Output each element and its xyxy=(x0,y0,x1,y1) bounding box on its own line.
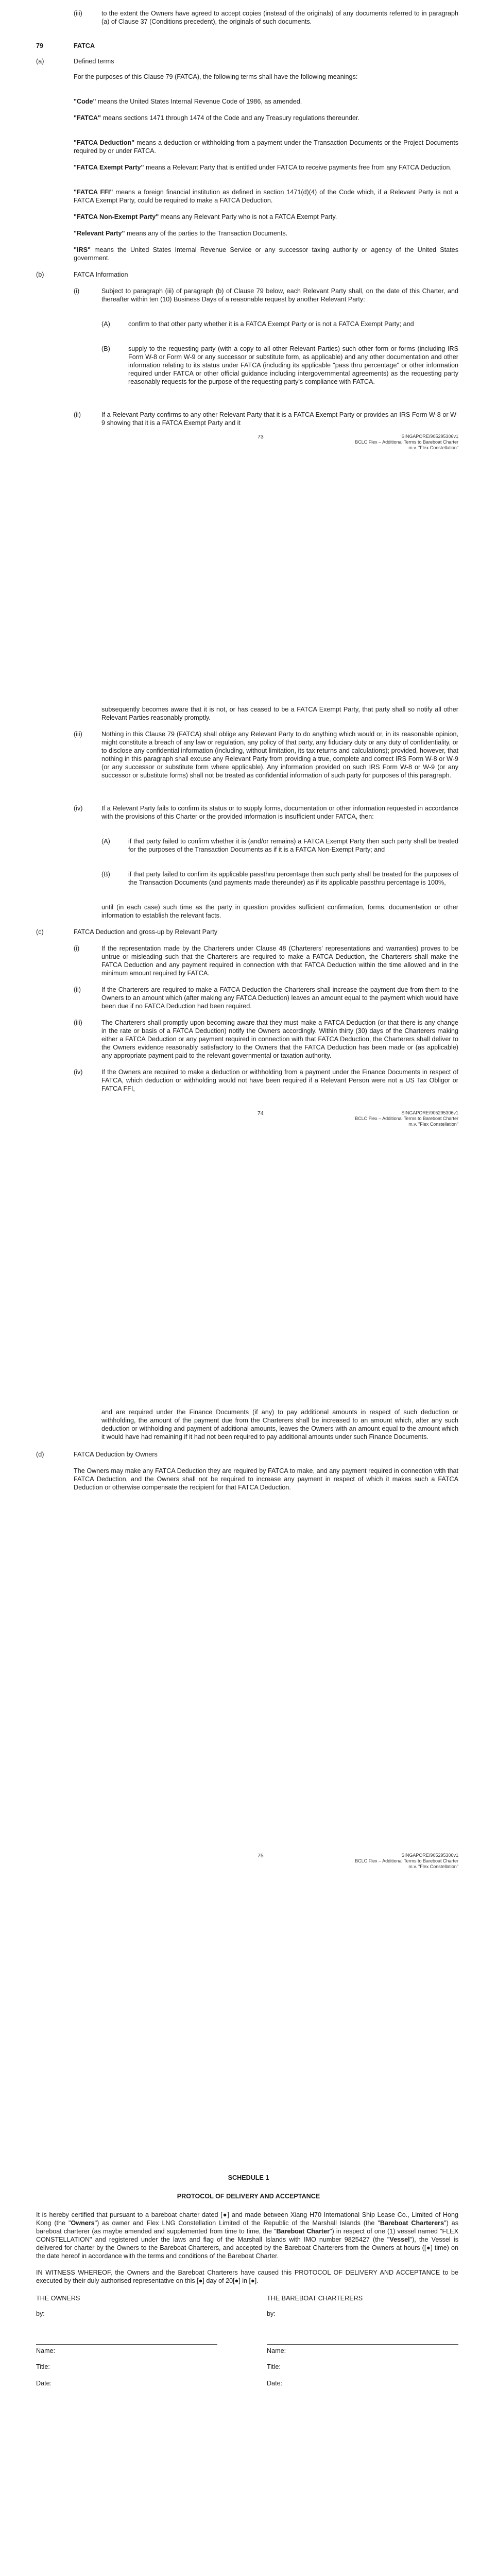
schedule-title: SCHEDULE 1 xyxy=(228,2174,269,2181)
para-ciii-text: The Charterers shall promptly upon becoming aware that they must make a FATCA Deduction (or that there is any change in the rate or basis of a FATCA Deduction) notify the Owners accordingly. Within thirty (30) days of the Charterers making either a FATCA Deduction or any payment required in connection with that FATCA Deduction, the Charterers shall deliver to the Owners evidence reasonably satisfactory to the Owners that the FATCA Deduction has been made or (as applicable) any appropriate payment paid to the relevant governmental or taxation authority. xyxy=(101,1019,458,1059)
protocol-title: PROTOCOL OF DELIVERY AND ACCEPTANCE xyxy=(177,2193,320,2200)
page-number: 75 xyxy=(258,1853,264,1859)
charterers-party-label: THE BAREBOAT CHARTERERS xyxy=(267,2295,363,2302)
para-bii-label: (ii) xyxy=(74,411,81,418)
para-biv-text: If a Relevant Party fails to confirm its status or to supply forms, documentation or other information requested in accordance with the provisions of this Charter or the provided information is insufficient under FATCA, then: xyxy=(101,805,458,820)
definition: "Relevant Party" means any of the parties to the Transaction Documents. xyxy=(74,230,288,237)
para-bi-label: (i) xyxy=(74,287,80,295)
para-biv-label: (iv) xyxy=(74,805,83,812)
para-d-label: (d) xyxy=(36,1451,44,1458)
para-bB-label: (B) xyxy=(101,345,110,352)
clause-title: FATCA xyxy=(74,42,95,49)
para-d-text: The Owners may make any FATCA Deduction they are required by FATCA to make, and any payment required in connection with that FATCA Deduction, and the Owners shall not be required to increase any payment in respect of which it makes such a FATCA Deduction or otherwise compensate the recipient for that FATCA Deduction. xyxy=(74,1467,458,1491)
para-a-title: Defined terms xyxy=(74,58,114,65)
owners-signature-line xyxy=(36,2344,217,2345)
charterers-date-label: Date: xyxy=(267,2380,283,2387)
page-footer: SINGAPORE/905295306v1 BCLC Flex – Additional Terms to Bareboat Charter m.v. "Flex Constellation" xyxy=(355,1853,458,1869)
witness-paragraph: IN WITNESS WHEREOF, the Owners and the Bareboat Charterers have caused this PROTOCOL OF DELIVERY AND ACCEPTANCE to be executed by their duly authorised representative on this [●] day of 20[●] in [●]. xyxy=(36,2269,458,2284)
para-c-label: (c) xyxy=(36,928,44,936)
charterers-title-label: Title: xyxy=(267,2363,281,2370)
charterers-name-label: Name: xyxy=(267,2347,286,2354)
clause-number: 79 xyxy=(36,42,44,49)
page-footer: SINGAPORE/905295306v1 BCLC Flex – Additional Terms to Bareboat Charter m.v. "Flex Constellation" xyxy=(355,1110,458,1127)
para-bii-continuation: subsequently becomes aware that it is not, or has ceased to be a FATCA Exempt Party, that party shall so notify all other Relevant Parties reasonably promptly. xyxy=(101,706,458,721)
para-a-intro: For the purposes of this Clause 79 (FATCA), the following terms shall have the following meanings: xyxy=(74,73,358,80)
certification-paragraph: It is hereby certified that pursuant to a bareboat charter dated [●] and made between Xiang H70 International Ship Lease Co., Limited of Hong Kong (the "Owners") as owner and Flex LNG Constellation Limited of the Republic of the Marshall Islands (the "Bareboat Charterers") as bareboat charterer (as maybe amended and supplemented from time to time, the "Bareboat Charter") in respect of one (1) vessel named "FLEX CONSTELLATION" and registered under the laws and flag of the Marshall Islands with IMO number 9825427 (the "Vessel"), the Vessel is delivered for charter by the Owners to the Bareboat Charterers, and accepted by the Bareboat Charterers from the Owners at hours ([●] time) on the date hereof in accordance with the terms and conditions of the Bareboat Charter. xyxy=(36,2211,458,2260)
page-number: 73 xyxy=(258,434,264,440)
para-ivB-text: if that party failed to confirm its applicable passthru percentage then such party shall be treated for the purposes of the Transaction Documents (and payments made thereunder) as if its applicable passthru percentage is 100%, xyxy=(128,871,458,886)
para-civ-label: (iv) xyxy=(74,1069,83,1076)
page-footer: SINGAPORE/905295306v1 BCLC Flex – Additional Terms to Bareboat Charter m.v. "Flex Constellation" xyxy=(355,434,458,450)
definition: "FATCA Deduction" means a deduction or withholding from a payment under the Transaction Documents or the Project Documents required by or under FATCA. xyxy=(74,139,458,155)
para-ivA-text: if that party failed to confirm whether it is (and/or remains) a FATCA Exempt Party then such party shall be treated for the purposes of the Transaction Documents as if it is a FATCA Non-Exempt Party; and xyxy=(128,838,458,853)
page-73 xyxy=(0,0,497,703)
para-ci-text: If the representation made by the Charterers under Clause 48 (Charterers' representations and warranties) proves to be untrue or misleading such that the Charterers are required to make a FATCA Deduction, the Charterers shall make the FATCA Deduction and any payment required in connection with that FATCA Deduction within the time allowed and in the minimum amount required by FATCA. xyxy=(101,945,458,977)
para-a-label: (a) xyxy=(36,58,44,65)
para-ci-label: (i) xyxy=(74,945,80,952)
para-b-label: (b) xyxy=(36,271,44,278)
definition: "FATCA Exempt Party" means a Relevant Party that is entitled under FATCA to receive payments free from any FATCA Deduction. xyxy=(74,164,452,171)
charterers-signature-line xyxy=(267,2344,458,2345)
definition: "IRS" means the United States Internal Revenue Service or any successor taxing authority or agency of the United States government. xyxy=(74,246,458,262)
para-bA-label: (A) xyxy=(101,320,110,328)
para-biii-label: (iii) xyxy=(74,731,82,738)
owners-by-label: by: xyxy=(36,2310,45,2317)
definition: "Code" means the United States Internal Revenue Code of 1986, as amended. xyxy=(74,98,302,105)
para-civ-text: If the Owners are required to make a deduction or withholding from a payment under the Finance Documents in respect of FATCA, which deduction or withholding would not have been required if a Relevant Person were not a US Tax Obligor or FATCA FFI, xyxy=(101,1069,458,1092)
para-cii-text: If the Charterers are required to make a FATCA Deduction the Charterers shall increase the payment due from them to the Owners to an amount which (after making any FATCA Deduction) leaves an amount equal to the payment which would have been due if no FATCA Deduction had been required. xyxy=(101,986,458,1010)
page-74 xyxy=(0,703,497,1406)
para-biii-text: Nothing in this Clause 79 (FATCA) shall oblige any Relevant Party to do anything which would or, in its reasonable opinion, might constitute a breach of any law or regulation, any policy of that party, any fiduciary duty or any duty of confidentiality, or to disclose any confidential information (including, without limitation, its tax returns and calculations); provided, however, that nothing in this paragraph shall excuse any Relevant Party from providing a true, complete and correct IRS Form W-8 or W-9 (or any successor or substitute form where applicable). Any information provided on such IRS Form W-8 or W-9 (or any successor or substitute forms) shall not be treated as confidential information of such party for purposes of this paragraph. xyxy=(101,731,458,779)
page-number: 74 xyxy=(258,1110,264,1116)
definition: "FATCA" means sections 1471 through 1474 of the Code and any Treasury regulations thereunder. xyxy=(74,114,359,122)
para-bA-text: confirm to that other party whether it is a FATCA Exempt Party or is not a FATCA Exempt Party; and xyxy=(128,320,414,328)
para-iv-tail: until (in each case) such time as the party in question provides sufficient confirmation, forms, documentation or other information to establish the relevant facts. xyxy=(101,904,458,919)
definition: "FATCA Non-Exempt Party" means any Relevant Party who is not a FATCA Exempt Party. xyxy=(74,213,337,221)
owners-title-label: Title: xyxy=(36,2363,50,2370)
para-civ-continuation: and are required under the Finance Documents (if any) to pay additional amounts in respect of such deduction or withholding, the amount of the payment due from the Charterers shall be increased to an amount which, after any such deduction or withholding and payment of additional amounts, leaves the Owners with an amount equal to the amount which it would have had remaining if it had not been required to pay additional amounts under such Finance Documents. xyxy=(101,1409,458,1440)
para-bB-text: supply to the requesting party (with a copy to all other Relevant Parties) such other form or forms (including IRS Form W-8 or Form W-9 or any successor or substitute form, as applicable) and any other documentation and other information relating to its status under FATCA (including its applicable "pass thru percentage" or other information required under FATCA or other official guidance including intergovernmental agreements) as the requesting party reasonably requests for the purpose of the requesting party's compliance with FATCA. xyxy=(128,345,458,385)
para-c-title: FATCA Deduction and gross-up by Relevant Party xyxy=(74,928,218,936)
definition: "FATCA FFI" means a foreign financial institution as defined in section 1471(d)(4) of the Code which, if a Relevant Party is not a FATCA Exempt Party, could be required to make a FATCA Deduction. xyxy=(74,189,459,204)
owners-party-label: THE OWNERS xyxy=(36,2295,80,2302)
para-iii-label: (iii) xyxy=(74,10,82,17)
owners-name-label: Name: xyxy=(36,2347,56,2354)
page-76 xyxy=(0,2110,497,2576)
para-ciii-label: (iii) xyxy=(74,1019,82,1026)
charterers-by-label: by: xyxy=(267,2310,276,2317)
para-ivB-label: (B) xyxy=(101,871,110,878)
para-cii-label: (ii) xyxy=(74,986,81,993)
para-iii-text: to the extent the Owners have agreed to accept copies (instead of the originals) of any documents referred to in paragraph (a) of Clause 37 (Conditions precedent), the originals of such documents. xyxy=(101,10,458,25)
para-ivA-label: (A) xyxy=(101,838,110,845)
page-75 xyxy=(0,1406,497,2110)
para-bi-text: Subject to paragraph (iii) of paragraph (b) of Clause 79 below, each Relevant Party shall, on the date of this Charter, and thereafter within ten (10) Business Days of a reasonable request by another Relevant Party: xyxy=(101,287,458,303)
para-bii-text: If a Relevant Party confirms to any other Relevant Party that it is a FATCA Exempt Party or provides an IRS Form W-8 or W-9 showing that it is a FATCA Exempt Party and it xyxy=(101,411,458,427)
para-b-title: FATCA Information xyxy=(74,271,128,278)
para-d-title: FATCA Deduction by Owners xyxy=(74,1451,158,1458)
owners-date-label: Date: xyxy=(36,2380,52,2387)
